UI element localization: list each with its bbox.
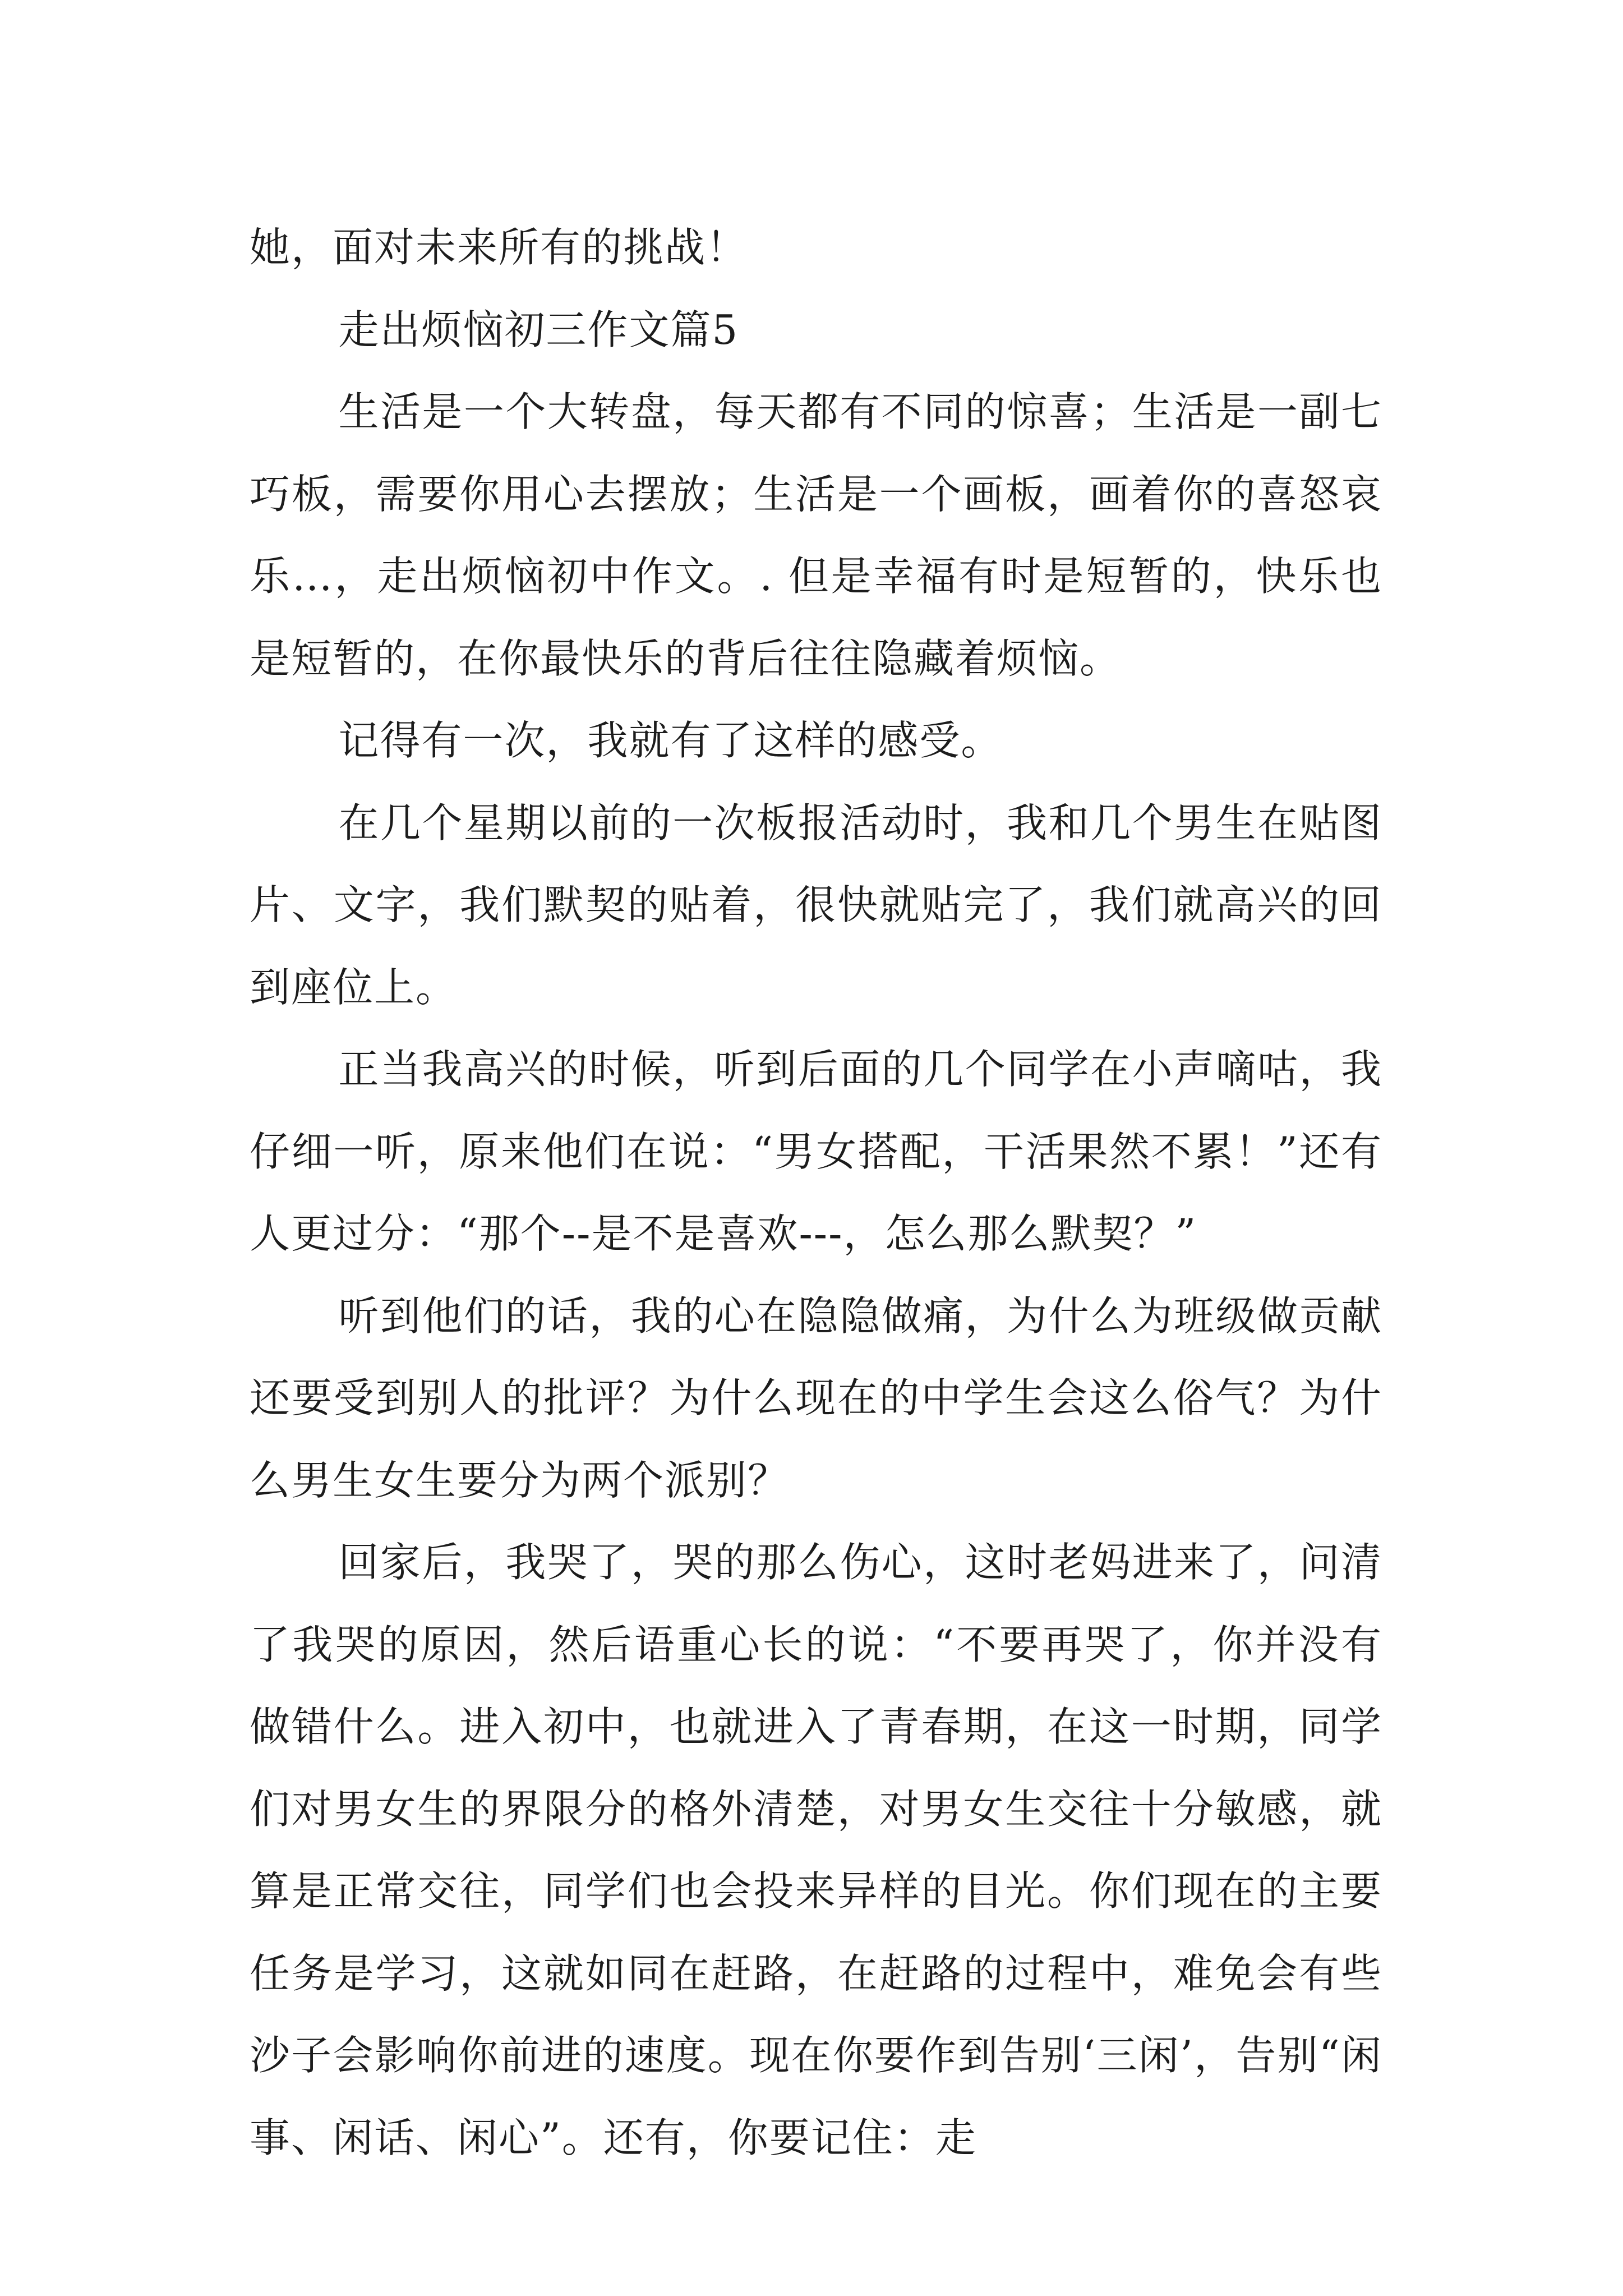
paragraph: 生活是一个大转盘，每天都有不同的惊喜；生活是一副七巧板，需要你用心去摆放；生活是一个画板，画着你的喜怒哀乐…，走出烦恼初中作文。. 但是幸福有时是短暂的，快乐也是短暂的，在你最快乐的背后往往隐藏着烦恼。 bbox=[250, 388, 1382, 682]
paragraph: 正当我高兴的时候，听到后面的几个同学在小声嘀咕，我仔细一听，原来他们在说：“男女搭配，干活果然不累！”还有人更过分：“那个--是不是喜欢---，怎么那么默契？” bbox=[250, 1046, 1382, 1257]
paragraph: 她，面对未来所有的挑战！ bbox=[250, 224, 748, 271]
document-body bbox=[250, 206, 1382, 2179]
paragraph: 回家后，我哭了，哭的那么伤心，这时老妈进来了，问清了我哭的原因，然后语重心长的说：“不要再哭了，你并没有做错什么。进入初中，也就进入了青春期，在这一时期，同学们对男女生的界限分的格外清楚，对男女生交往十分敏感，就算是正常交往，同学们也会投来异样的目光。你们现在的主要任务是学习，这就如同在赶路，在赶路的过程中，难免会有些沙子会影响你前进的速度。现在你要作到告别‘三闲’，告别“闲事、闲话、闲心”。还有，你要记住：走 bbox=[250, 1539, 1382, 2161]
paragraph: 在几个星期以前的一次板报活动时，我和几个男生在贴图片、文字，我们默契的贴着，很快就贴完了，我们就高兴的回到座位上。 bbox=[250, 799, 1382, 1011]
paragraph: 记得有一次，我就有了这样的感受。 bbox=[338, 717, 1003, 764]
paragraph: 听到他们的话，我的心在隐隐做痛，为什么为班级做贡献还要受到别人的批评？为什么现在的中学生会这么俗气？为什么男生女生要分为两个派别？ bbox=[250, 1292, 1382, 1504]
section-heading: 走出烦恼初三作文篇5 bbox=[338, 306, 739, 353]
